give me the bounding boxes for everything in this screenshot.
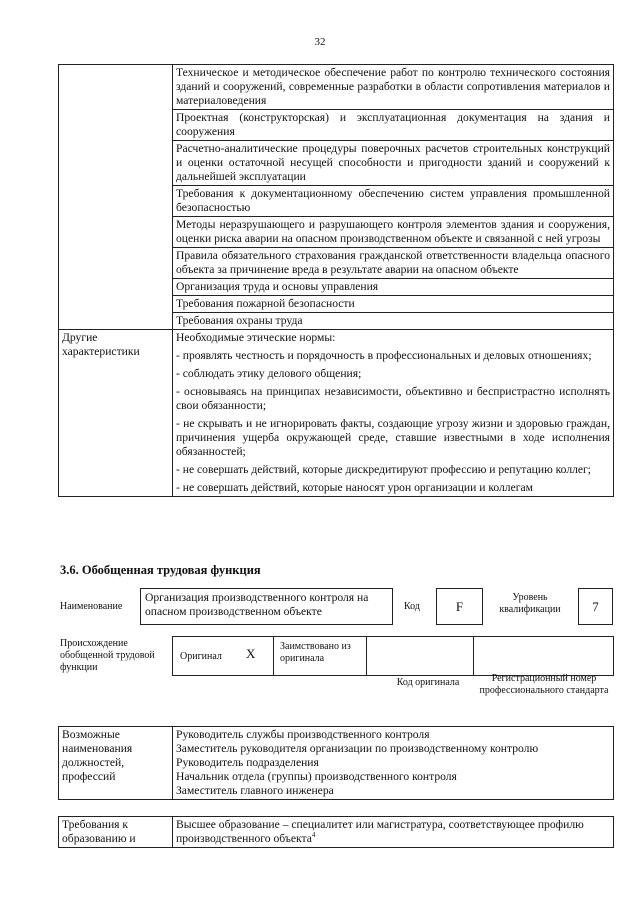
ethics-item: - не совершать действий, которые наносят урон организации и коллегам: [176, 481, 533, 494]
education-value: Высшее образование – специалитет или магистратура, соответствующее профилю производственного объекта: [176, 818, 584, 845]
position-item: Заместитель руководителя организации по производственному контролю: [176, 742, 539, 755]
origin-table: [172, 636, 614, 676]
knowledge-item: Методы неразрушающего и разрушающего контроля элементов здания и сооружения, оценки риска аварии на опасном производственном объекте и связанной с ней угрозы: [173, 217, 614, 248]
origin-divider: [273, 637, 274, 675]
knowledge-item: Правила обязательного страхования гражданской ответственности владельца опасного объекта за причинение вреда в результате аварии на опасном объекте: [173, 248, 614, 279]
ethics-item: - соблюдать этику делового общения;: [176, 367, 362, 380]
other-label-line2: характеристики: [62, 345, 140, 358]
code-label: Код: [404, 601, 420, 612]
knowledge-item: Техническое и методическое обеспечение работ по контролю технического состояния зданий и сооружений, современные разработки в области сопротивления материалов и материаловедения: [173, 65, 614, 110]
knowledge-item: Проектная (конструкторская) и эксплуатационная документация на здания и сооружения: [173, 110, 614, 141]
positions-label: Возможные наименования должностей, профессий: [59, 727, 173, 800]
positions-table: [58, 726, 614, 800]
other-characteristics-label: [59, 330, 173, 497]
ethics-item: - не совершать действий, которые дискредитируют профессию и репутацию коллег;: [176, 463, 592, 476]
education-footnote: 4: [311, 831, 316, 840]
borrowed-label: Заимствовано из оригинала: [280, 641, 351, 664]
knowledge-label-cell: [59, 65, 173, 330]
level-label: Уровень квалификации: [499, 592, 561, 615]
ethics-cell: [173, 330, 614, 497]
origin-divider: [473, 637, 474, 675]
code-value: F: [436, 588, 483, 625]
knowledge-item: Требования к документационному обеспечению систем управления промышленной безопасностью: [173, 186, 614, 217]
ethics-item: - проявлять честность и порядочность в профессиональных и деловых отношениях;: [176, 349, 592, 362]
position-item: Руководитель службы производственного контроля: [176, 728, 430, 741]
position-item: Заместитель главного инженера: [176, 784, 334, 797]
name-value: Организация производственного контроля на опасном производственном объекте: [140, 588, 393, 625]
origin-label: Происхождение обобщенной трудовой функции: [60, 638, 155, 673]
knowledge-item: Требования пожарной безопасности: [173, 296, 614, 313]
reg-number-caption: Регистрационный номер профессионального стандарта: [479, 673, 609, 696]
section-title: 3.6. Обобщенная трудовая функция: [60, 563, 261, 577]
position-item: Начальник отдела (группы) производственного контроля: [176, 770, 457, 783]
original-mark: X: [246, 646, 256, 661]
ethics-item: - основываясь на принципах независимости, объективно и беспристрастно исполнять свои обязанности;: [176, 385, 610, 412]
position-item: Руководитель подразделения: [176, 756, 319, 769]
knowledge-item: Расчетно-аналитические процедуры поверочных расчетов строительных конструкций и оценки остаточной несущей способности и пригодности зданий и сооружений к дальнейшей эксплуатации: [173, 141, 614, 186]
origin-divider: [366, 637, 367, 675]
name-label: Наименование: [60, 601, 123, 612]
ethics-intro: Необходимые этические нормы:: [176, 331, 336, 344]
education-table: [58, 816, 614, 848]
knowledge-item: Организация труда и основы управления: [173, 279, 614, 296]
original-label: Оригинал: [180, 651, 222, 662]
knowledge-table: [58, 64, 614, 497]
education-label: Требования к образованию и: [59, 817, 173, 848]
code-original-caption: Код оригинала: [396, 677, 460, 688]
positions-cell: [173, 727, 614, 800]
education-cell: [173, 817, 614, 848]
other-label-line1: Другие: [62, 331, 98, 344]
knowledge-item: Требования охраны труда: [173, 313, 614, 330]
level-value: 7: [578, 588, 613, 625]
ethics-item: - не скрывать и не игнорировать факты, создающие угрозу жизни и здоровью граждан, причинения ущерба окружающей среде, ставшие известными в ходе исполнения обязанностей;: [176, 417, 610, 458]
page-number: 32: [314, 36, 326, 48]
